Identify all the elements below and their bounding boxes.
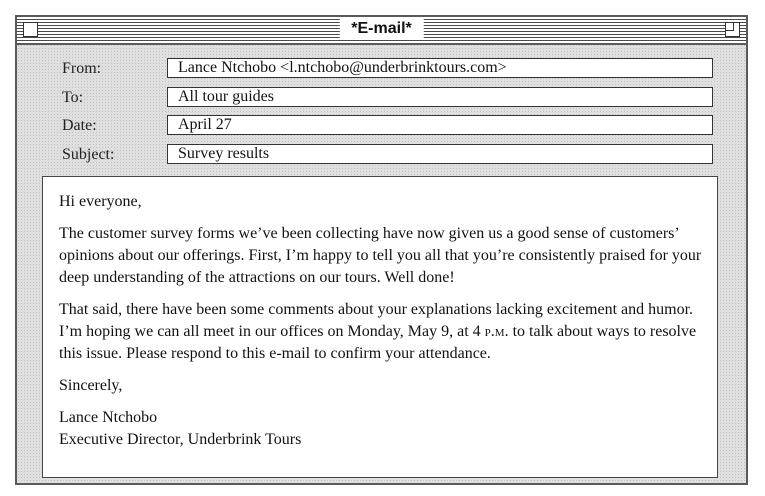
email-window [15, 15, 748, 485]
to-label: To: [62, 89, 84, 106]
date-label: Date: [62, 117, 97, 134]
paragraph-2-text-end: to talk about ways to resolve this issue. Please respond to this e-mail to confirm your attendance. [59, 323, 697, 362]
message-body[interactable] [42, 176, 718, 478]
subject-row [17, 144, 746, 166]
signature-name: Lance Ntchobo [59, 409, 158, 426]
body-paragraph-1: The customer survey forms we’ve been collecting have now given us a good sense of customers’ opinions about our offerings. First, I’m happy to tell you all that you’re consistently praised for your deep understanding of the attractions on our tours. Well done! [59, 225, 702, 286]
close-box-icon[interactable] [23, 22, 38, 37]
from-row [17, 58, 746, 80]
from-label: From: [62, 60, 102, 77]
greeting: Hi everyone, [59, 193, 142, 210]
title-bar[interactable] [17, 17, 746, 45]
paragraph-2-text-start: That said, there have been some comments about your explanations lacking excitement and humor. I’m hoping we can all meet in our offices on Monday, May 9, at 4 [59, 301, 694, 340]
subject-field[interactable]: Survey results [167, 144, 713, 164]
meeting-time-suffix: p.m. [484, 323, 509, 340]
body-paragraph-2 [59, 299, 705, 365]
subject-label: Subject: [62, 146, 115, 163]
date-row [17, 115, 746, 137]
to-field[interactable]: All tour guides [167, 87, 713, 107]
closing: Sincerely, [59, 377, 123, 394]
date-field[interactable]: April 27 [167, 115, 713, 135]
from-field[interactable]: Lance Ntchobo <l.ntchobo@underbrinktours.com> [167, 58, 713, 78]
signature-title: Executive Director, Underbrink Tours [59, 431, 302, 448]
signature-block [59, 407, 705, 451]
to-row [17, 87, 746, 109]
window-title: *E-mail* [339, 18, 423, 40]
zoom-box-icon[interactable] [725, 22, 740, 37]
